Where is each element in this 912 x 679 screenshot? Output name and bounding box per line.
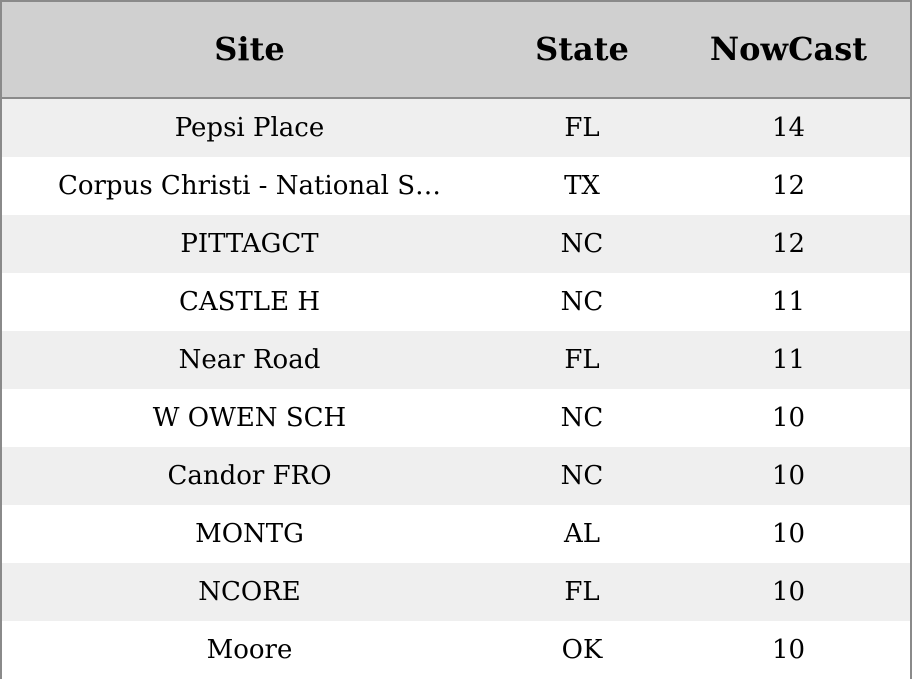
nowcast-cell: 12 bbox=[771, 229, 806, 259]
nowcast-cell: 14 bbox=[771, 113, 806, 143]
nowcast-cell: 10 bbox=[771, 519, 806, 549]
state-cell: TX bbox=[564, 171, 600, 201]
column-header-nowcast[interactable]: NowCast bbox=[709, 30, 868, 68]
site-cell: W OWEN SCH bbox=[152, 403, 347, 433]
nowcast-cell: 10 bbox=[771, 403, 806, 433]
state-cell: FL bbox=[564, 345, 600, 375]
state-cell: NC bbox=[560, 287, 604, 317]
column-header-site[interactable]: Site bbox=[214, 30, 285, 68]
state-cell: AL bbox=[563, 519, 601, 549]
table-row bbox=[2, 99, 910, 157]
state-cell: FL bbox=[564, 113, 600, 143]
site-cell: Candor FRO bbox=[167, 461, 332, 491]
nowcast-cell: 10 bbox=[771, 461, 806, 491]
site-cell: Pepsi Place bbox=[174, 113, 325, 143]
table-body bbox=[2, 99, 910, 677]
table-row bbox=[2, 273, 910, 331]
table-row bbox=[2, 157, 910, 215]
state-cell: NC bbox=[560, 229, 604, 259]
table-row bbox=[2, 447, 910, 505]
nowcast-cell: 11 bbox=[771, 345, 806, 375]
table-row bbox=[2, 505, 910, 563]
state-cell: FL bbox=[564, 577, 600, 607]
table-row bbox=[2, 389, 910, 447]
nowcast-cell: 11 bbox=[771, 287, 806, 317]
table-row bbox=[2, 331, 910, 389]
column-header-state[interactable]: State bbox=[535, 30, 629, 68]
table-row bbox=[2, 215, 910, 273]
nowcast-cell: 10 bbox=[771, 577, 806, 607]
site-cell: PITTAGCT bbox=[180, 229, 319, 259]
table-header bbox=[2, 2, 910, 99]
state-cell: NC bbox=[560, 461, 604, 491]
table-row bbox=[2, 563, 910, 621]
site-cell: MONTG bbox=[195, 519, 304, 549]
nowcast-cell: 12 bbox=[771, 171, 806, 201]
site-cell: CASTLE H bbox=[178, 287, 320, 317]
site-cell: Moore bbox=[206, 635, 293, 665]
table-row bbox=[2, 621, 910, 679]
state-cell: NC bbox=[560, 403, 604, 433]
site-cell: Near Road bbox=[178, 345, 321, 375]
nowcast-cell: 10 bbox=[771, 635, 806, 665]
state-cell: OK bbox=[561, 635, 603, 665]
site-cell: NCORE bbox=[198, 577, 301, 607]
site-cell: Corpus Christi - National S… bbox=[57, 171, 442, 201]
